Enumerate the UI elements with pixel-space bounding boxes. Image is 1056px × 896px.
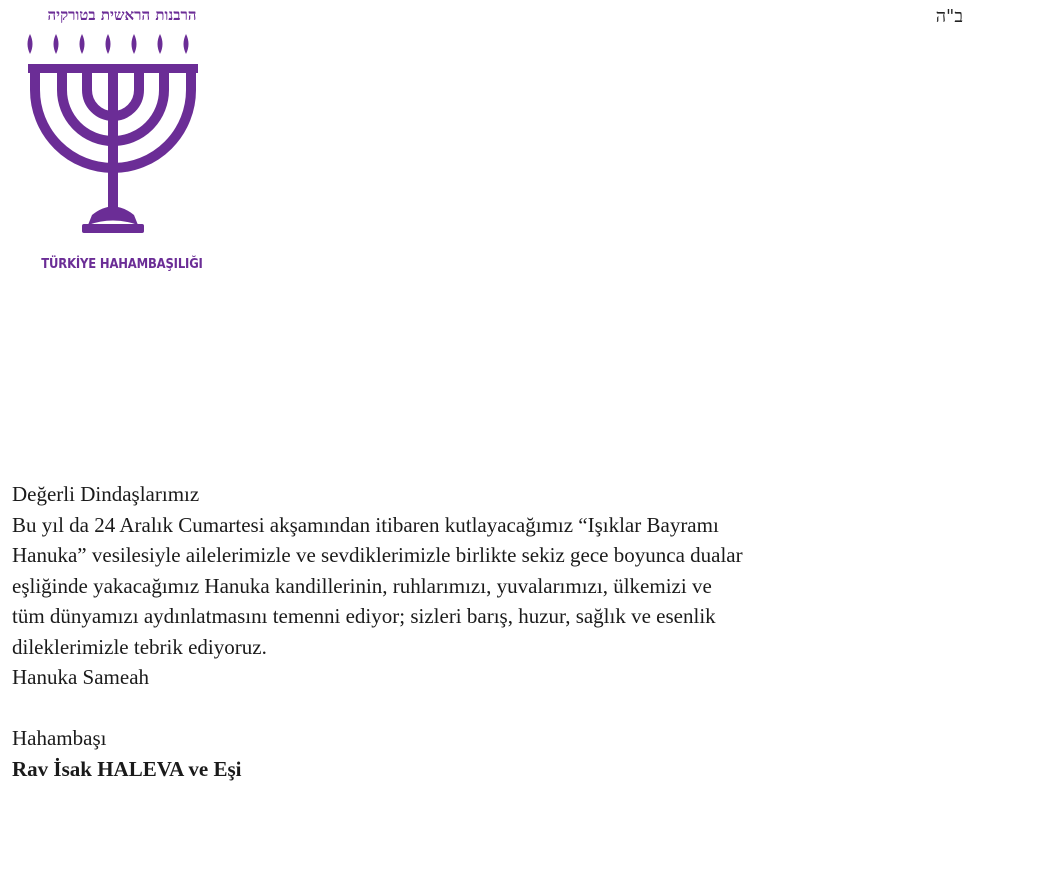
body-line: Hanuka” vesilesiyle ailelerimizle ve sevdiklerimizle birlikte sekiz gece boyunca dualar [12,543,743,567]
menorah-icon [22,30,222,252]
logo-caption: TÜRKİYE HAHAMBAŞILIĞI [41,256,203,272]
logo [22,6,222,276]
salutation: Değerli Dindaşlarımız [12,482,200,506]
spacer [12,693,1042,724]
body-line: Bu yıl da 24 Aralık Cumartesi akşamından itibaren kutlayacağımız “Işıklar Bayramı [12,512,719,537]
letter-body [12,479,1042,784]
body-line: dileklerimizle tebrik ediyoruz. [12,634,267,659]
signer-name: Rav İsak HALEVA ve Eşi [12,756,242,781]
signer-title: Hahambaşı [12,726,107,750]
body-line: tüm dünyamızı aydınlatmasını temenni ediyor; sizleri barış, huzur, sağlık ve esenlik [12,604,716,628]
closing: Hanuka Sameah [12,665,150,689]
bh-mark: ב"ה [935,6,963,27]
logo-hebrew-text: הרבנות הראשית בטורקיה [47,6,197,24]
body-line: eşliğinde yakacağımız Hanuka kandillerinin, ruhlarımızı, yuvalarımızı, ülkemizi ve [12,573,712,598]
